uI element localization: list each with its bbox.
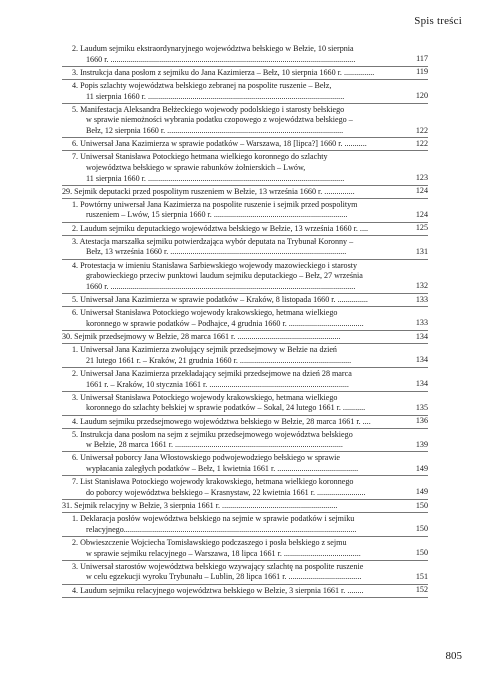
toc-entry: [62, 392, 428, 416]
toc-entry-text: grabowieckiego przeciw punktowi laudum sejmiku deputackiego – Bełz, 27 września: [86, 271, 363, 281]
toc-entry-text: 3. Uniwersał Stanisława Potockiego wojewody krakowskiego, hetmana wielkiego: [72, 392, 338, 402]
toc-page-number: 125: [415, 223, 428, 233]
toc-page-number: 149: [415, 463, 428, 473]
toc-page-number: 124: [415, 210, 428, 220]
toc-entry-text: 4. Laudum sejmiku przedsejmowego województwa bełskiego w Bełzie, 28 marca 1661 r. ....: [72, 416, 371, 426]
toc-page-number: 134: [415, 379, 428, 389]
toc-entry-text: relacyjnego...................................................................................................................: [86, 524, 357, 534]
toc-entry: [62, 513, 428, 537]
toc-page-number: 133: [415, 294, 428, 304]
toc-entry-text: 11 sierpnia 1660 r. .................................................................................................: [86, 173, 345, 183]
toc-entry-text: 2. Obwieszczenie Wojciecha Tomisławskiego podczaszego i posła bełskiego z sejmu: [72, 538, 347, 547]
toc-entry-text: Bełz, 12 sierpnia 1660 r. .......................................................................................: [86, 125, 344, 135]
toc-entry: [62, 476, 428, 500]
toc-entry-text: 6. Uniwersał poborcy Jana Włostowskiego podwojewodziego bełskiego w sprawie: [72, 453, 341, 463]
toc-entry-text: 3. Instrukcja dana posłom z sejmiku do Jana Kazimierza – Bełz, 10 sierpnia 1660 r. ...............: [72, 67, 375, 77]
toc-page-number: 122: [415, 138, 428, 148]
toc-entry: [62, 294, 428, 307]
toc-page-number: 134: [415, 355, 428, 365]
toc-entry-text: 2. Uniwersał Jana Kazimierza przekładający sejmiki przedsejmowe na dzień 28 marca: [72, 368, 352, 378]
toc-page-number: 123: [415, 173, 428, 183]
toc-entry-text: koronnego do szlachty bełskiej w sprawie podatków – Sokal, 24 lutego 1661 r. ...........: [86, 403, 366, 413]
toc-entry: [62, 344, 428, 368]
toc-page-number: 136: [415, 416, 428, 426]
toc-entry-text: 2. Laudum sejmiku ekstraordynaryjnego województwa bełskiego w Bełzie, 10 sierpnia: [72, 44, 354, 53]
toc-entry-text: 3. Uniwersał starostów województwa bełskiego wzywający szlachtę na pospolite ruszenie: [72, 561, 364, 571]
toc-entry-text: do poborcy województwa bełskiego – Krasnystaw, 22 kwietnia 1661 r. ........................: [86, 487, 366, 497]
toc-page-number: 150: [415, 500, 428, 510]
running-head: Spis treści: [414, 15, 462, 27]
toc-entry: [62, 537, 428, 561]
toc-entry-text: 11 sierpnia 1660 r. .................................................................................................: [86, 91, 345, 101]
toc-page-number: 133: [415, 318, 428, 328]
toc-entry: [62, 416, 428, 429]
toc-entry: [62, 561, 428, 585]
toc-entry-text: 2. Laudum sejmiku deputackiego województwa bełskiego w Bełzie, 13 września 1660 r. ....: [72, 223, 369, 233]
toc-page-number: 139: [415, 439, 428, 449]
toc-entry: [62, 223, 428, 236]
toc-entry-text: 5. Uniwersał Jana Kazimierza w sprawie podatków – Kraków, 8 listopada 1660 r. ...............: [72, 295, 368, 304]
toc-entry: [62, 151, 428, 185]
table-of-contents: [62, 43, 428, 598]
toc-entry-text: 1. Powtórny uniwersał Jana Kazimierza na pospolite ruszenie i sejmik przed pospolitym: [72, 199, 358, 209]
toc-entry: [62, 236, 428, 260]
toc-entry-text: 1660 r. .........................................................................................................................: [86, 54, 356, 64]
toc-entry-text: 5. Instrukcja dana posłom na sejm z sejmiku przedsejmowego województwa bełskiego: [72, 429, 353, 439]
toc-entry-text: w sprawie niemożności wybrania podatku czopowego z województwa bełskiego –: [86, 115, 353, 125]
toc-entry: [62, 43, 428, 67]
toc-page-number: 134: [415, 331, 428, 341]
toc-entry-text: w sprawie sejmiku relacyjnego – Warszawa, 18 lipca 1661 r. ......................................: [86, 548, 361, 558]
toc-entry-text: 3. Atestacja marszałka sejmiku potwierdzająca wybór deputata na Trybunał Koronny –: [72, 236, 354, 246]
toc-entry: [62, 104, 428, 138]
toc-entry-text: 30. Sejmik przedsejmowy w Bełzie, 28 marca 1661 r. ...................................................: [62, 331, 341, 341]
toc-page-number: 150: [415, 524, 428, 534]
toc-entry: [62, 307, 428, 331]
toc-section-entry: [62, 331, 428, 344]
toc-entry: [62, 429, 428, 453]
toc-page-number: 152: [415, 585, 428, 595]
toc-page-number: 117: [416, 54, 428, 64]
toc-entry: [62, 585, 428, 598]
toc-page-number: 131: [415, 247, 428, 257]
toc-section-entry: [62, 500, 428, 513]
toc-entry-text: 31. Sejmik relacyjny w Bełzie, 3 sierpnia 1661 r. .........................................................: [62, 501, 338, 511]
toc-entry-text: 1660 r. .........................................................................................................................: [86, 281, 356, 291]
toc-entry-text: 6. Uniwersał Stanisława Potockiego wojewody krakowskiego, hetmana wielkiego: [72, 308, 338, 318]
toc-page-number: 149: [415, 487, 428, 497]
toc-entry: [62, 368, 428, 392]
toc-entry-text: w celu egzekucji wyroku Trybunału – Lublin, 28 lipca 1661 r. ....................................: [86, 572, 362, 582]
toc-entry-text: 4. Protestacja w imieniu Stanisława Sarbiewskiego wojewody mazowieckiego i starosty: [72, 260, 358, 270]
toc-entry-text: 5. Manifestacja Aleksandra Bełżeckiego wojewody podolskiego i starosty bełskiego: [72, 104, 345, 114]
toc-entry-text: 7. List Stanisława Potockiego wojewody krakowskiego, hetmana wielkiego koronnego: [72, 477, 354, 487]
toc-entry: [62, 80, 428, 104]
toc-entry-text: województwa bełskiego w sprawie rabunków żołnierskich – Lwów,: [86, 162, 306, 172]
toc-entry-text: 4. Laudum sejmiku relacyjnego województwa bełskiego w Bełzie, 3 sierpnia 1661 r. ........: [72, 585, 364, 595]
toc-page-number: 135: [415, 402, 428, 412]
toc-entry-text: koronnego w sprawie podatków – Podhajce, 4 grudnia 1660 r. .....................................: [86, 318, 364, 328]
toc-entry-text: wypłacania zaległych podatków – Bełz, 1 kwietnia 1661 r. ........................................: [86, 464, 359, 474]
toc-entry-text: 1. Uniwersał Jana Kazimierza zwołujący sejmik przedsejmowy w Bełzie na dzień: [72, 345, 337, 355]
toc-page-number: 124: [415, 186, 428, 196]
toc-page-number: 119: [416, 67, 428, 77]
toc-entry-text: 4. Popis szlachty województwa bełskiego zebranej na pospolite ruszenie – Bełz,: [72, 80, 332, 90]
toc-page-number: 132: [415, 281, 428, 291]
toc-entry: [62, 67, 428, 80]
toc-entry: [62, 452, 428, 476]
toc-entry-text: Bełz, 13 września 1660 r. .......................................................................................: [86, 247, 347, 257]
toc-entry-text: 7. Uniwersał Stanisława Potockiego hetmana wielkiego koronnego do szlachty: [72, 152, 328, 162]
toc-entry: [62, 260, 428, 294]
toc-entry-text: w Bełzie, 28 marca 1661 r. ...................................................................................: [86, 440, 343, 450]
toc-entry-text: 21 lutego 1661 r. – Kraków, 21 grudnia 1660 r. .......................................................: [86, 355, 352, 365]
page-number: 805: [445, 650, 462, 662]
toc-page-number: 122: [415, 125, 428, 135]
toc-page-number: 150: [415, 548, 428, 558]
toc-page-number: 151: [415, 571, 428, 581]
toc-entry-text: 1. Deklaracja posłów województwa bełskiego na sejmie w sprawie podatków i sejmiku: [72, 514, 355, 524]
toc-entry: [62, 138, 428, 151]
toc-section-entry: [62, 186, 428, 199]
toc-entry-text: ruszeniem – Lwów, 15 sierpnia 1660 r. ..................................................................: [86, 210, 348, 220]
toc-page-number: 120: [415, 91, 428, 101]
toc-entry-text: 29. Sejmik deputacki przed pospolitym ruszeniem w Bełzie, 13 września 1660 r. ...............: [62, 186, 355, 196]
toc-entry-text: 1661 r. – Kraków, 10 stycznia 1661 r. .....................................................................: [86, 379, 349, 389]
toc-entry: [62, 199, 428, 223]
toc-entry-text: 6. Uniwersał Jana Kazimierza w sprawie podatków – Warszawa, 18 [lipca?] 1660 r. ...........: [72, 139, 367, 149]
